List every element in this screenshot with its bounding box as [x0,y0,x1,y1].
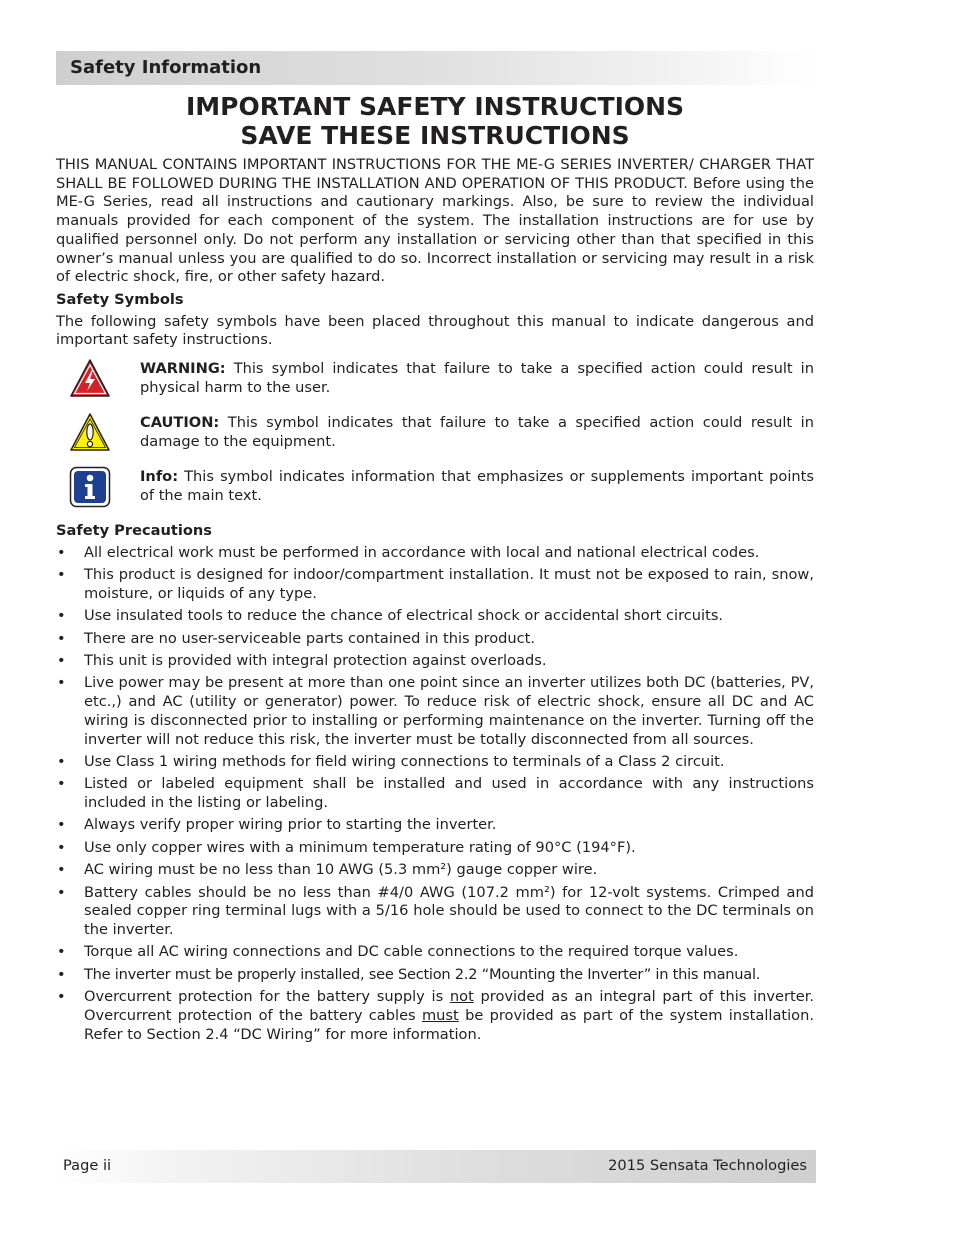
caution-text: This symbol indicates that failure to take a specified action could result in damage to the equipment. [140,414,814,450]
caution-label: CAUTION: [140,414,220,432]
section-title: Safety Information [70,57,262,78]
precautions-list [56,544,814,1045]
precaution-item: • Always verify proper wiring prior to starting the inverter. [56,816,814,835]
precaution-item: • Use Class 1 wiring methods for field wiring connections to terminals of a Class 2 circuit. [56,753,814,772]
precaution-item: • Live power may be present at more than one point since an inverter utilizes both DC (batteries, PV, etc.,) and AC (utility or generator) power. To reduce risk of electric shock, ensure all DC and AC wiring is disconnected prior to installing or performing maintenance on the inverter. Turning off the inverter will not reduce this risk, the inverter must be totally disconnected from all sources. [56,674,814,749]
warning-symbol-row [56,360,814,400]
caution-icon [69,412,111,454]
safety-symbols-heading: Safety Symbols [56,290,184,308]
precaution-item: • Use only copper wires with a minimum temperature rating of 90°C (194°F). [56,839,814,858]
section-header-bar [56,51,816,85]
safety-symbols-description: The following safety symbols have been placed throughout this manual to indicate dangerous and important safety instructions. [56,312,814,349]
intro-paragraph: THIS MANUAL CONTAINS IMPORTANT INSTRUCTIONS FOR THE ME-G SERIES INVERTER/ CHARGER THAT SHALL BE FOLLOWED DURING THE INSTALLATION AND OPERATION OF THIS PRODUCT. Before using the ME-G Series, read all instructions and cautionary markings. Also, be sure to review the individual manuals provided for each component of the system. The installation instructions are for use by qualified personnel only. Do not perform any installation or servicing other than that specified in this owner’s manual unless you are qualified to do so. Incorrect installation or servicing may result in a risk of electric shock, fire, or other safety hazard. [56,156,814,286]
precaution-item: • Torque all AC wiring connections and DC cable connections to the required torque values. [56,943,814,962]
page-number: Page ii [63,1157,112,1174]
info-description [140,468,814,505]
precaution-item: • The inverter must be properly installed, see Section 2.2 “Mounting the Inverter” in this manual. [56,966,814,985]
info-icon [69,466,111,508]
safety-precautions-heading: Safety Precautions [56,522,212,540]
precaution-item: • Battery cables should be no less than #4/0 AWG (107.2 mm²) for 12-volt systems. Crimped and sealed copper ring terminal lugs with a 5/16 hole should be used to connect to the DC terminals on the inverter. [56,884,814,940]
main-content [56,156,814,1048]
info-symbol-row [56,468,814,508]
page-title-line-2: SAVE THESE INSTRUCTIONS [240,121,630,150]
precaution-item: • There are no user-serviceable parts contained in this product. [56,630,814,649]
warning-label: WARNING: [140,360,226,378]
precaution-item-overcurrent [56,988,814,1044]
underlined-must: must [421,1006,459,1024]
precaution-item: • Use insulated tools to reduce the chance of electrical shock or accidental short circuits. [56,607,814,626]
copyright-text: 2015 Sensata Technologies [608,1157,807,1174]
caution-symbol-row [56,414,814,454]
precaution-item: • Listed or labeled equipment shall be installed and used in accordance with any instructions included in the listing or labeling. [56,775,814,812]
page-title [56,92,814,150]
overcurrent-text-2: provided as an integral part of this inverter. Overcurrent protection of the battery cables [84,988,814,1024]
precaution-item: • AC wiring must be no less than 10 AWG (5.3 mm²) gauge copper wire. [56,861,814,880]
precaution-item: • All electrical work must be performed in accordance with local and national electrical codes. [56,544,814,563]
caution-description [140,414,814,451]
info-label: Info: [140,468,179,486]
page-title-line-1: IMPORTANT SAFETY INSTRUCTIONS [185,92,685,121]
warning-text: This symbol indicates that failure to take a specified action could result in physical harm to the user. [140,360,814,396]
precaution-item: • This product is designed for indoor/compartment installation. It must not be exposed to rain, snow, moisture, or liquids of any type. [56,566,814,603]
underlined-not: not [449,988,474,1006]
footer-bar [56,1150,816,1183]
overcurrent-text-3: be provided as part of the system installation. Refer to Section 2.4 “DC Wiring” for more information. [84,1006,814,1043]
info-text: This symbol indicates information that emphasizes or supplements important points of the main text. [140,468,814,504]
warning-description [140,360,814,397]
overcurrent-text-1: Overcurrent protection for the battery supply is [84,988,450,1006]
warning-icon [69,358,111,400]
precaution-item: • This unit is provided with integral protection against overloads. [56,652,814,671]
